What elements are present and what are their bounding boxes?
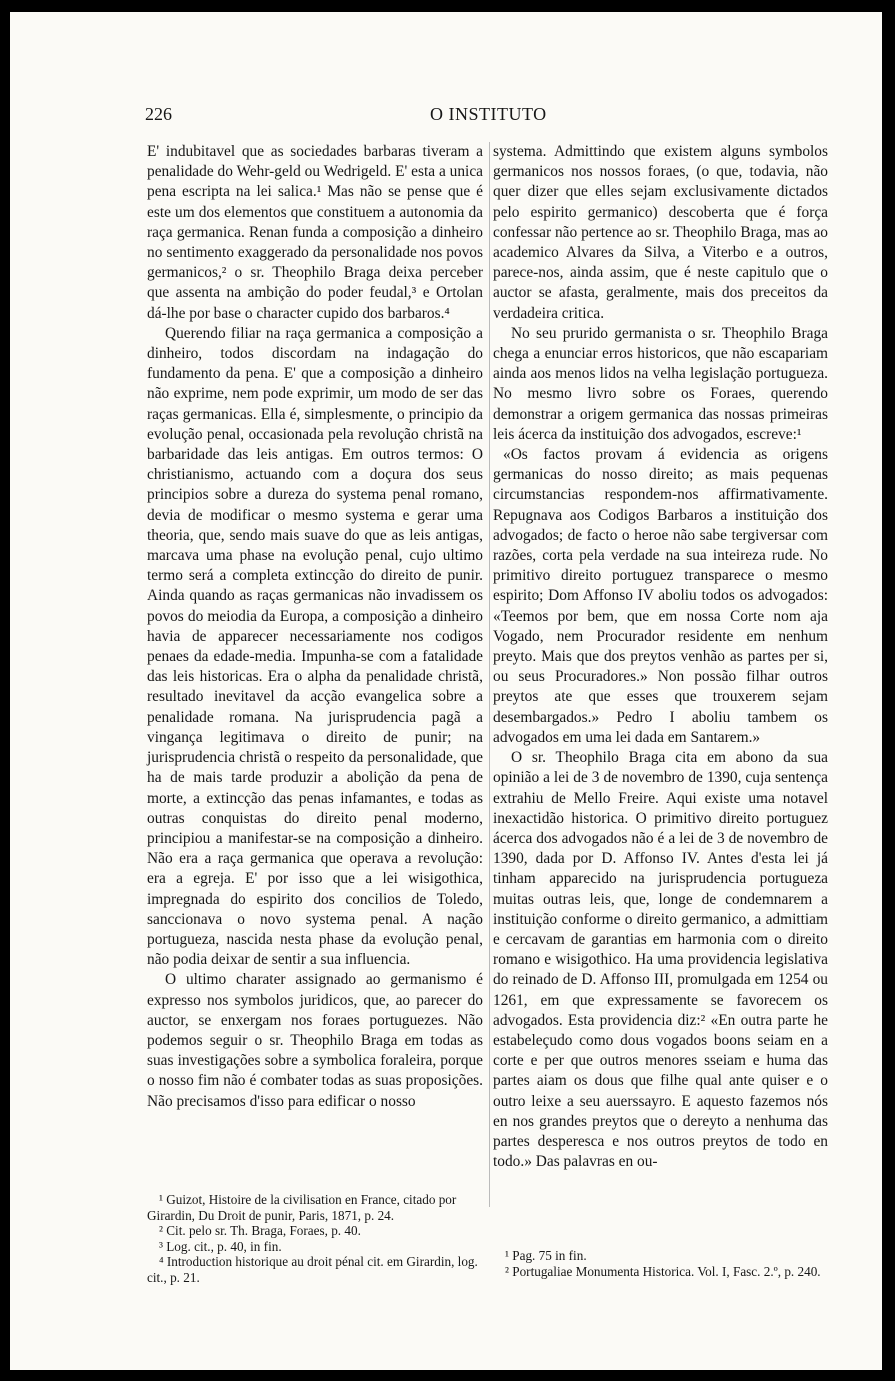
left-paragraph-2: Querendo filiar na raça germanica a composição a dinheiro, todos discordam na indagação do fundamento da pena. E' que a composição a dinheiro não exprime, nem pode exprimir, um modo de ser das raças germanicas. Ella é, simplesmente, o principio da evolução penal, occasionada pela revolução christã na barbaridade das leis antigas. Em outros termos: O christianismo, actuando com a doçura dos seus principios sobre a dureza do systema penal romano, devia de modificar o mesmo systema e gerar uma theoria, que, sendo mais suave do que as leis antigas, marcava uma phase na evolução penal, cujo ultimo termo será a completa extincção do direito de punir. Ainda quando as raças germanicas não invadissem os povos do meiodia da Europa, a composição a dinheiro havia de apparecer necessariamente nos codigos penaes da edade-media. Impunha-se com a fatalidade das leis historicas. Era o alpha da penalidade christã, resultado inevitavel da acção evangelica sobre a penalidade romana. Na jurisprudencia pagã a vingança legitimava o direito de punir; na jurisprudencia christã o respeito da personalidade, que ha de mais tarde produzir a abolição da pena de morte, a extincção das penas infamantes, e todas as outras conquistas do direito penal moderno, principiou a manifestar-se na composição a dinheiro. Não era a raça germanica que operava a revolução: era a egreja. E' por isso que a lei wisigothica, impregnada do espirito dos concilios de Toledo, sanccionava o novo systema penal. A nação portugueza, nascida nesta phase da evolução penal, não podia deixar de sentir a sua influencia. bbox=[147, 324, 483, 969]
footnote: ² Cit. pelo sr. Th. Braga, Foraes, p. 40. bbox=[159, 1223, 361, 1239]
footnote: ¹ Guizot, Histoire de la civilisation en France, citado por Girardin, Du Droit de punir, Paris, 1871, p. 24. bbox=[147, 1192, 457, 1223]
right-column bbox=[493, 142, 828, 1172]
footnote: ⁴ Introduction historique au droit pénal cit. em Girardin, log. cit., p. 21. bbox=[147, 1254, 478, 1285]
left-paragraph-1: E' indubitavel que as sociedades barbaras tiveram a penalidade do Wehr-geld ou Wedrigeld. E' esta a unica pena escripta na lei salica.¹ Mas não se pense que é este um dos elementos que constituem a autonomia da raça germanica. Renan funda a composição a dinheiro no sentimento exaggerado da personalidade nos povos germanicos,² o sr. Theophilo Braga deixa perceber que assenta na ambição do poder feudal,³ e Ortolan dá-lhe por base o character cupido dos barbaros.⁴ bbox=[147, 143, 483, 322]
footnote: ¹ Pag. 75 in fin. bbox=[505, 1248, 587, 1263]
footnote: ² Portugaliae Monumenta Historica. Vol. I, Fasc. 2.º, p. 240. bbox=[505, 1263, 821, 1279]
footnote: ³ Log. cit., p. 40, in fin. bbox=[159, 1238, 282, 1254]
left-paragraph-3: O ultimo charater assignado ao germanismo é expresso nos symbolos juridicos, que, ao parecer do auctor, se enxergam nos foraes portuguezes. Não podemos seguir o sr. Theophilo Braga em todas as suas investigações sobre a symbolica foraleira, porque o nosso fim não é combater todas as suas proposições. Não precisamos d'isso para edificar o nosso bbox=[147, 971, 483, 1110]
running-title: O INSTITUTO bbox=[430, 104, 547, 124]
right-paragraph-quote: «Os factos provam á evidencia as origens germanicas do nosso direito; as mais pequenas circumstancias respondem-nos affirmativamente. Repugnava aos Codigos Barbaros a instituição dos advogados; de facto o heroe não sabe tergiversar com razões, corta pela verdade na sua inteireza rude. No primitivo direito portuguez transparece o mesmo espirito; Dom Affonso IV aboliu todos os advogados: «Teemos por bem, que em nossa Corte nom aja Vogado, nem Procurador residente em nenhum preyto. Mais que dos preytos venhão as partes per si, ou seus Procuradores.» Non possão filhar outros preytos ate que esses que trouxerem sejam desembargados.» Pedro I aboliu tambem os advogados em uma lei dada em Santarem.» bbox=[493, 446, 828, 746]
running-head bbox=[10, 104, 882, 128]
right-footnotes bbox=[493, 1248, 828, 1279]
left-footnotes bbox=[147, 1192, 483, 1286]
book-page bbox=[10, 12, 882, 1370]
right-paragraph-4: O sr. Theophilo Braga cita em abono da sua opinião a lei de 3 de novembro de 1390, cuja sentença extrahiu de Mello Freire. Aqui existe uma notavel inexactidão historica. O primitivo direito portuguez ácerca dos advogados não é a lei de 3 de novembro de 1390, dada por D. Affonso IV. Antes d'esta lei já tinham apparecido na jurisprudencia portugueza muitas outras leis, que, longe de condemnarem a instituição conforme o direito germanico, a admittiam e cercavam de garantias em harmonia com o direito romano e wisigothico. Ha uma providencia legislativa do reinado de D. Affonso III, promulgada em 1254 ou 1261, em que expressamente se favorecem os advogados. Esta providencia diz:² «En outra parte he estabeleçudo como dous vogados boons seiam en a corte e per que outros menores sseiam e huma das partes aiam os dous que filhe qual ante quiser e o outro leixe a seu auerssayro. E aquesto fazemos nós en nos grandes preytos que o dereyto a nenhuma das partes desperesca e nos outros preytos de todo en todo.» Das palavras en ou- bbox=[493, 749, 828, 1171]
left-column bbox=[147, 142, 483, 1112]
page-number: 226 bbox=[145, 104, 172, 124]
right-paragraph-1: systema. Admittindo que existem alguns symbolos germanicos nos nossos foraes, (o que, todavia, não quer dizer que elles sejam exclusivamente dictados pelo espirito germanico) descoberta que é força confessar não pertence ao sr. Theophilo Braga, mas ao academico Alvares da Silva, a Viterbo e a outros, parece-nos, ainda assim, que é neste capitulo que o auctor se afasta, geralmente, mais dos preceitos da verdadeira critica. bbox=[493, 143, 828, 322]
column-divider bbox=[489, 142, 490, 1207]
right-paragraph-2: No seu prurido germanista o sr. Theophilo Braga chega a enunciar erros historicos, que não escapariam ainda aos menos lidos na velha legislação portugueza. No mesmo livro sobre os Foraes, querendo demonstrar a origem germanica das nossas primeiras leis ácerca da instituição dos advogados, escreve:¹ bbox=[493, 324, 828, 443]
